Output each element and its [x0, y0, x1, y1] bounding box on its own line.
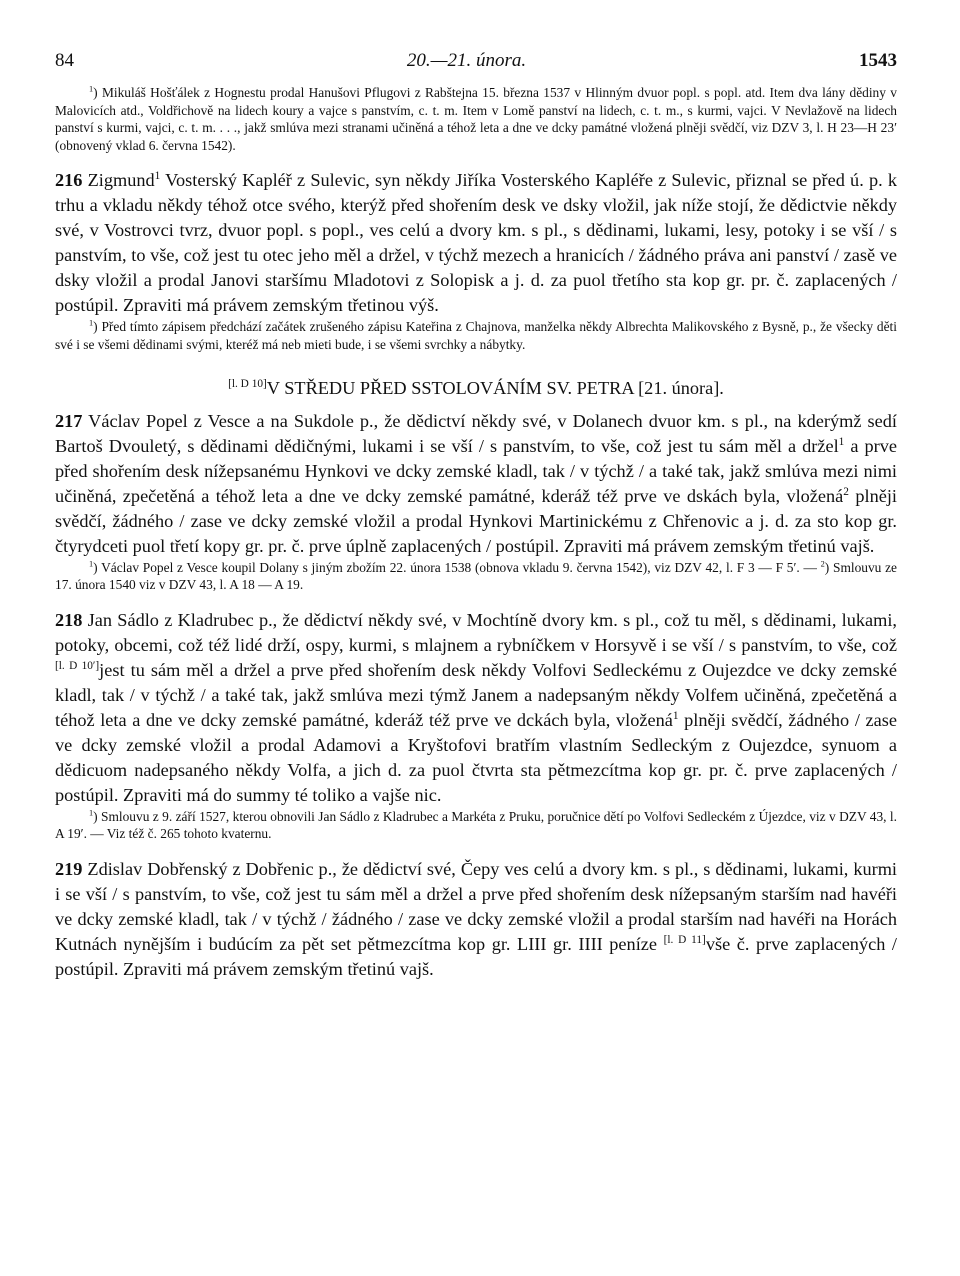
footnote-mark: 1	[89, 318, 94, 328]
running-header	[55, 50, 897, 84]
entry-number: 219	[55, 858, 83, 879]
entry-text-part1: Jan Sádlo z Kladrubec p., že dědictví někdy své, v Mochtíně dvory km. s pl., což tu měl, s dědinami, lukami, potoky, obcemi, což též lidé drží, ospy, kurmi, s mlajnem a rybníčkem v Horsyvě i se vší / s panstvím, to vše, což	[55, 609, 897, 655]
footnote-mark: 2	[820, 559, 825, 569]
footnote-mark: 2	[843, 485, 849, 498]
entry-216	[55, 168, 897, 318]
folio-marker: [l. D 10]	[228, 377, 267, 390]
footnote-text: ) Václav Popel z Vesce koupil Dolany s jiným zbožím 22. února 1538 (obnova vkladu 9. června 1542), viz DZV 42, l. F 3 — F 5′. —	[93, 559, 821, 575]
entry-text-part1: Václav Popel z Vesce a na Sukdole p., že dědictví někdy své, v Dolanech dvuor km. s pl., na kderýmž sedí Bartoš Dvouletý, s dědinami dědičnými, lukami i se vší / s panstvím, to vše, což jest tu sám měl a držel	[55, 410, 897, 456]
entry-text-part3: plněji svědčí, žádného / zase ve dcky zemské vložil a prodal Adamovi a Kryštofovi bratřím vlastním Sedleckým z Oujezdce, synuom a dědicuom nadepsaného někdy Volfa, a jich d. za puol čtvrta sta pětmezcítma kop gr. pr. č. prve zaplacených / postúpil. Zpraviti má do summy té toliko a vajše nic.	[55, 709, 897, 805]
footnote-217	[55, 559, 897, 594]
entry-218	[55, 608, 897, 808]
heading-date: [21. února].	[633, 377, 724, 398]
entry-text-part2: vše č. prve zaplacených / postúpil. Zpraviti má právem zemským třetinú vajš.	[55, 933, 897, 979]
footnote-text: ) Mikuláš Hošťálek z Hognestu prodal Hanušovi Pflugovi z Rabštejna 15. března 1537 v Hlinným dvuor popl. s popl. atd. Item dva lány dědiny v Malovicích atd., Voldřichově na lidech koury a vajce s panstvím, c. t. m. Item v Lomě panství na lidech, c. t. m., s kurmi, vajci. V Nevlažově na lidech panství s kurmi, vajci, c. t. m. . . ., jakž smlúva mezi stranami učiněná a téhož leta a dne ve dcky památné vložená plněji svědčí, viz DZV 3, l. H 23—H 23′ (obnovený vklad 6. června 1542).	[55, 85, 897, 153]
date-heading	[55, 378, 897, 399]
footnote-mark: 1	[89, 84, 94, 94]
entry-number: 216	[55, 170, 83, 191]
footnote-mark: 1	[154, 170, 161, 183]
entry-name: Zigmund	[87, 170, 155, 191]
entry-219	[55, 857, 897, 982]
running-title: 20.—21. února.	[406, 50, 527, 71]
heading-text: V STŘEDU PŘED SSTOLOVÁNÍM SV. PETRA	[266, 377, 634, 398]
footnote-216	[55, 318, 897, 353]
entry-text-part1: Zdislav Dobřenský z Dobřenic p., že dědictví své, Čepy ves celú a dvory km. s pl., s dědinami, lukami, kurmi i se vší / s panstvím, to vše, což jest tu sám měl a držel a prve před shořením desk nížepsaným starším nad havéři ve dcky zemské kladl, tak / v týchž / žádného / zase ve dcky zemské vložil a prodal starším nad havéři na Horách Kutnách nynějším i budúcím za pět set pětmezcítma kop gr. LIII gr. IIII peníze	[55, 858, 897, 954]
folio-marker: [l. D 10′]	[55, 659, 100, 672]
footnote-mark: 1	[89, 808, 94, 818]
footnote-text: ) Smlouvu ze 17. února 1540 viz v DZV 43, l. A 18 — A 19.	[55, 559, 898, 593]
entry-number: 218	[55, 609, 83, 630]
entry-text: Vosterský Kapléř z Sulevic, syn někdy Jiříka Vosterského Kapléře z Sulevic, přiznal se před ú. p. k trhu a vkladu někdy téhož otce svého, kterýž před shořením desk ve dsky vložil, jak níže stojí, že dědictvie někdy své, v Vostrovci tvrz, dvuor popl. s popl., ves celú a dvory km. s pl., s dědinami, lukami, lesy, potoky i se vší / s panstvím, to vše, což jest tu otec jeho měl a držel, v týchž mezech a hranicích / žádného práva ani panství / zasě ve dsky vložil a prodal Janovi staršímu Mladotovi z Solopisk a j. d. za puol třetího sta kop gr. pr. č. zaplacených / postúpil. Zpraviti má právem zemským třetinou výš.	[55, 170, 897, 316]
entry-text-part2: jest tu sám měl a držel a prve před shořením desk někdy Volfovi Sedleckému z Oujezdce ve dcky zemské kladl, tak / v týchž / a také tak, jakž smlúva mezi týmž Janem a nadepsaným někdy Volfem učiněná, zpečetěná a téhož leta a dne ve dcky zemské památné, kderáž též prve ve dckách byla, vložená	[55, 659, 897, 730]
footnote-mark: 1	[672, 709, 679, 722]
entry-text-part3: plněji svědčí, žádného / zase ve dcky zemské vložil a prodal Hynkovi Martinickému z Chřenovic a j. d. za sto kop gr. čtyrydceti puol třetí kopy gr. pr. č. prve úplně zaplacených / postúpil. Zpraviti má právem zemským třetinú vajš.	[55, 485, 897, 556]
footnote-mark: 1	[89, 559, 94, 569]
footnote-text: ) Smlouvu z 9. září 1527, kterou obnovili Jan Sádlo z Kladrubec a Markéta z Pruku, poručnice dětí po Volfovi Sedleckém z Újezdce, viz v DZV 43, l. A 19′. — Viz též č. 265 tohoto kvaternu.	[55, 808, 897, 842]
entry-number: 217	[55, 410, 83, 431]
entry-text-part2: a prve před shořením desk nížepsanému Hynkovi ve dcky zemské kladl, tak / v týchž / a také tak, jakž smlúva mezi nimi učiněná, zpečetěná a téhož leta a dne ve dcky zemské památné, kderáž též prve ve dskách byla, vložená	[55, 435, 897, 506]
footnote-previous-entry	[55, 84, 897, 154]
folio-marker: [l. D 11]	[663, 933, 706, 946]
page-number-left: 84	[55, 50, 74, 71]
footnote-mark: 1	[838, 435, 845, 448]
page-number-right: 1543	[858, 50, 897, 71]
footnote-218	[55, 808, 897, 843]
entry-217	[55, 409, 897, 559]
document-page	[55, 50, 897, 982]
footnote-text: ) Před tímto zápisem předchází začátek zrušeného zápisu Kateřina z Chajnova, manželka někdy Albrechta Malikovského z Bysně, p., že všecky děti své i se všemi dědinami svými, kteréž má neb mieti bude, i se všemi svrchky a nábytky.	[55, 319, 897, 352]
